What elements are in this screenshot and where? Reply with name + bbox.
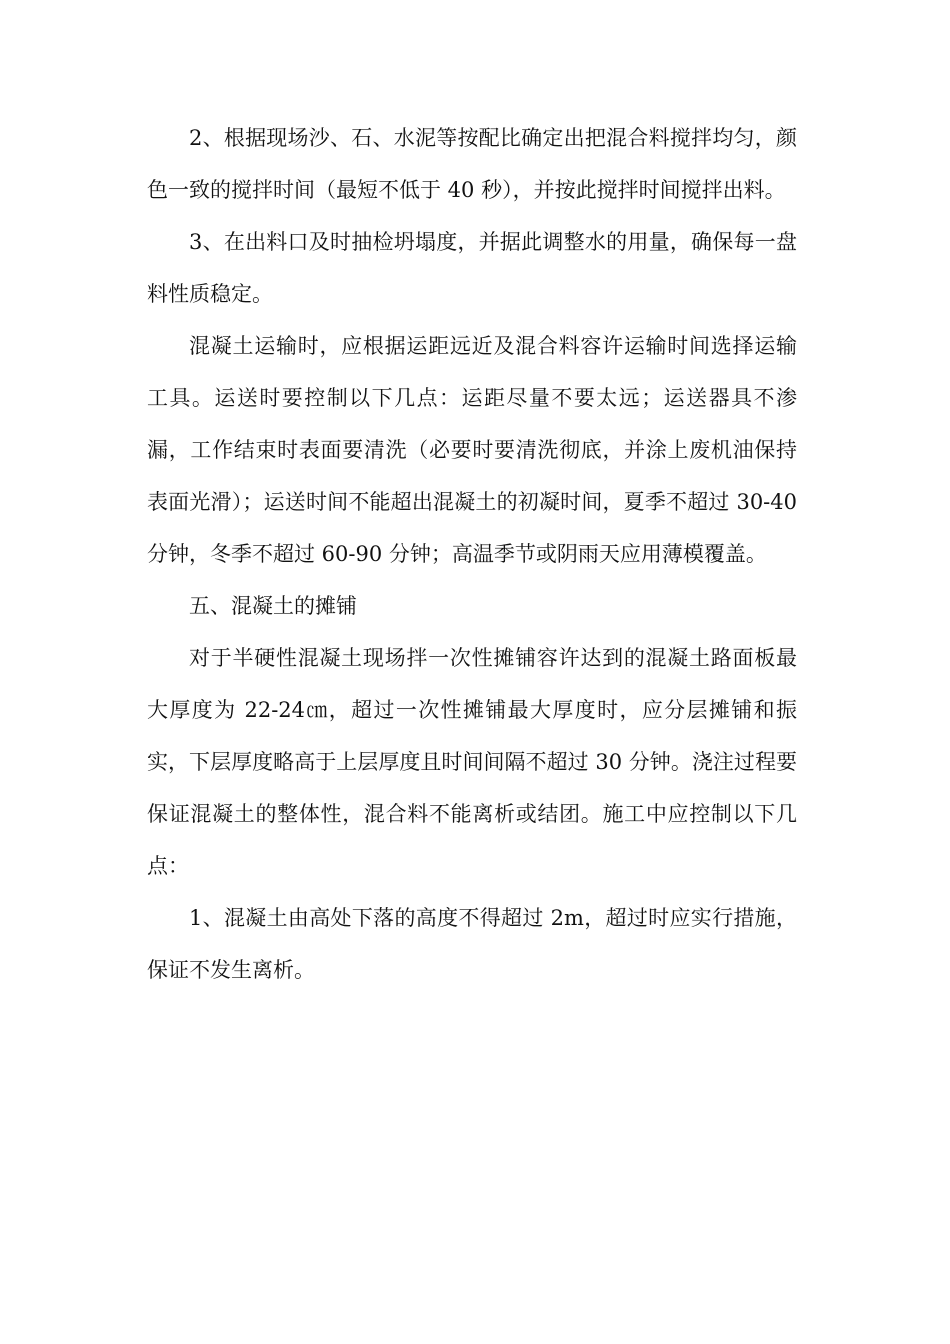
paragraph-drop-height: 1、混凝土由高处下落的高度不得超过 2m，超过时应实行措施，保证不发生离析。	[147, 906, 797, 982]
paragraph-transport: 混凝土运输时，应根据运距远近及混合料容许运输时间选择运输工具。运送时要控制以下几点：运距尽量不要太远；运送器具不渗漏，工作结束时表面要清洗（必要时要清洗彻底，并涂上废机油保持表面光滑）；运送时间不能超出混凝土的初凝时间，夏季不超过 30-40 分钟，冬季不超过 60-90 分钟；高温季节或阴雨天应用薄模覆盖。	[147, 334, 797, 566]
document-body	[147, 112, 797, 996]
paragraph-mixing-time: 2、根据现场沙、石、水泥等按配比确定出把混合料搅拌均匀，颜色一致的搅拌时间（最短不低于 40 秒），并按此搅拌时间搅拌出料。	[147, 126, 797, 202]
paragraph-slump-check: 3、在出料口及时抽检坍塌度，并据此调整水的用量，确保每一盘料性质稳定。	[147, 230, 797, 306]
section-heading-paving: 五、混凝土的摊铺	[189, 594, 357, 618]
paragraph-paving-thickness: 对于半硬性混凝土现场拌一次性摊铺容许达到的混凝土路面板最大厚度为 22-24㎝，超过一次性摊铺最大厚度时，应分层摊铺和振实，下层厚度略高于上层厚度且时间间隔不超过 30 分钟。浇注过程要保证混凝土的整体性，混合料不能离析或结团。施工中应控制以下几点：	[147, 646, 797, 878]
